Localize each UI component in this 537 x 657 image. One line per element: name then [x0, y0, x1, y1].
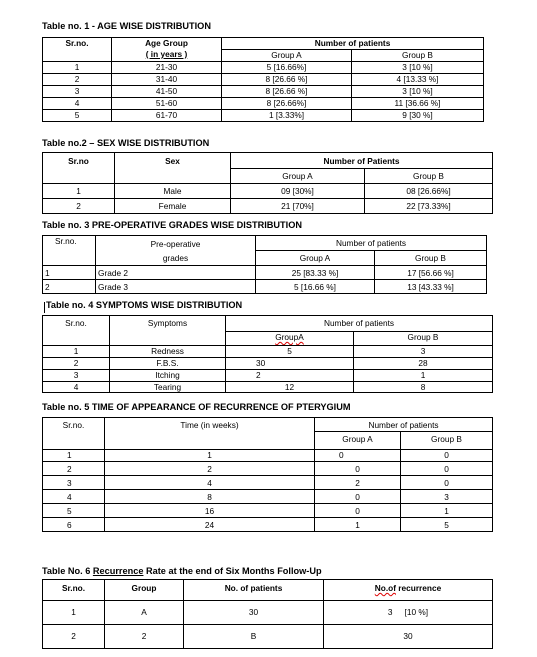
cell: Female	[115, 199, 231, 214]
table-2-header-sex: Sex	[115, 153, 231, 184]
cell: 3	[43, 476, 105, 490]
table-row	[43, 601, 493, 625]
table-1-caption: Table no. 1 - AGE WISE DISTRIBUTION	[42, 21, 211, 31]
cell: 2	[43, 358, 110, 370]
table-1	[42, 37, 484, 122]
table-row	[43, 62, 484, 74]
table-6-header-patients: No. of patients	[184, 580, 324, 601]
table-4-caption: Table no. 4 SYMPTOMS WISE DISTRIBUTION	[46, 300, 243, 310]
cell: 1	[43, 450, 105, 462]
cell: 9 [30 %]	[352, 110, 484, 122]
cell: 4	[43, 98, 112, 110]
cell: 28	[354, 358, 493, 370]
table-4-header-group-b: Group B	[354, 332, 493, 346]
cell: 0	[401, 450, 493, 462]
table-3-header-group-b: Group B	[375, 251, 487, 266]
table-row	[43, 98, 484, 110]
cell: 30	[184, 601, 324, 625]
table-6-header-srno: Sr.no.	[43, 580, 105, 601]
table-6-header-group: Group	[105, 580, 184, 601]
table-3-header-srno: Sr.no.	[43, 236, 96, 266]
table-1-header-number: Number of patients	[222, 38, 484, 50]
cell: 22 [73.33%]	[365, 199, 493, 214]
table-2-header-group-a: Group A	[231, 169, 365, 184]
cell: 11 [36.66 %]	[352, 98, 484, 110]
table-3-header-number: Number of patients	[256, 236, 487, 251]
cell: 4	[43, 382, 110, 393]
cell: 8 [26.66 %]	[222, 86, 352, 98]
cell: 5	[401, 518, 493, 532]
cell: 2	[43, 625, 105, 649]
cell: 3 [10 %]	[352, 62, 484, 74]
cell: 0	[315, 490, 401, 504]
cell: F.B.S.	[110, 358, 226, 370]
table-row	[43, 490, 493, 504]
cell: 3	[43, 86, 112, 98]
cell: 5	[43, 110, 112, 122]
cell: 21-30	[112, 62, 222, 74]
table-row	[43, 382, 493, 393]
table-5-header-group-b: Group B	[401, 432, 493, 450]
table-5-header-srno: Sr.no.	[43, 418, 105, 450]
cell: 0	[401, 476, 493, 490]
cell: 2	[105, 625, 184, 649]
table-row	[43, 518, 493, 532]
cell: 0	[315, 450, 401, 462]
table-5-header-time: Time (in weeks)	[105, 418, 315, 450]
cell: 2	[43, 462, 105, 476]
cell: 2	[315, 476, 401, 490]
cell: 1	[43, 62, 112, 74]
cell: 30	[324, 625, 493, 649]
table-1-header-group-a: Group A	[222, 50, 352, 62]
cell: 3 [10 %]	[324, 601, 493, 625]
cell: 30	[226, 358, 354, 370]
cell: B	[184, 625, 324, 649]
table-4-header-group-a: GroupA	[226, 332, 354, 346]
cell: 24	[105, 518, 315, 532]
cell: 1	[43, 601, 105, 625]
table-6-header-recurrence: No.of recurrence	[324, 580, 493, 601]
cell: 2	[43, 199, 115, 214]
cell: 1	[354, 370, 493, 382]
cell: 0	[401, 462, 493, 476]
cell: 17 [56.66 %]	[375, 266, 487, 280]
cell: 3	[401, 490, 493, 504]
table-row	[43, 74, 484, 86]
table-4-header-number: Number of patients	[226, 316, 493, 332]
cell: A	[105, 601, 184, 625]
table-row	[43, 86, 484, 98]
table-row	[43, 358, 493, 370]
table-row	[43, 184, 493, 199]
cell: 2	[105, 462, 315, 476]
cell: 51-60	[112, 98, 222, 110]
table-3-caption: Table no. 3 PRE-OPERATIVE GRADES WISE DISTRIBUTION	[42, 220, 302, 230]
table-2-caption: Table no.2 – SEX WISE DISTRIBUTION	[42, 138, 210, 148]
cell: 4 [13.33 %]	[352, 74, 484, 86]
cell: Redness	[110, 346, 226, 358]
cell: 1	[43, 346, 110, 358]
table-2-header-srno: Sr.no	[43, 153, 115, 184]
table-1-header-group-b: Group B	[352, 50, 484, 62]
cell: 0	[315, 504, 401, 518]
cell: 13 [43.33 %]	[375, 280, 487, 294]
cell: 8 [26.66 %]	[222, 74, 352, 86]
cell: 16	[105, 504, 315, 518]
cell: 08 [26.66%]	[365, 184, 493, 199]
table-row	[43, 370, 493, 382]
cell: 4	[43, 490, 105, 504]
cell: 12	[226, 382, 354, 393]
text-cursor	[44, 302, 45, 313]
cell: 1	[315, 518, 401, 532]
cell: Male	[115, 184, 231, 199]
table-row	[43, 462, 493, 476]
table-2-header-number: Number of Patients	[231, 153, 493, 169]
table-row	[43, 625, 493, 649]
cell: 8	[105, 490, 315, 504]
table-row	[43, 199, 493, 214]
cell: 5	[226, 346, 354, 358]
cell: 21 [70%]	[231, 199, 365, 214]
cell: 3	[354, 346, 493, 358]
cell: 1	[43, 184, 115, 199]
cell: 2	[43, 74, 112, 86]
cell: 8 [26.66%]	[222, 98, 352, 110]
table-5-caption: Table no. 5 TIME OF APPEARANCE OF RECURRENCE OF PTERYGIUM	[42, 402, 351, 412]
table-row	[43, 450, 493, 462]
cell: 1	[43, 266, 96, 280]
table-3-header-group-a: Group A	[256, 251, 375, 266]
table-3-header-grades: Pre-operative grades	[96, 236, 256, 266]
table-5-header-group-a: Group A	[315, 432, 401, 450]
table-4	[42, 315, 493, 393]
cell: 31-40	[112, 74, 222, 86]
cell: Grade 3	[96, 280, 256, 294]
table-6-caption: Table No. 6 Recurrence Rate at the end of Six Months Follow-Up	[42, 566, 322, 576]
cell: 1 [3.33%]	[222, 110, 352, 122]
table-5	[42, 417, 493, 532]
cell: 5	[43, 504, 105, 518]
table-5-header-number: Number of patients	[315, 418, 493, 432]
table-6	[42, 579, 493, 649]
cell: Grade 2	[96, 266, 256, 280]
table-row	[43, 476, 493, 490]
cell: 0	[315, 462, 401, 476]
cell: Itching	[110, 370, 226, 382]
table-4-header-srno: Sr.no.	[43, 316, 110, 346]
cell: 8	[354, 382, 493, 393]
cell: 2	[226, 370, 354, 382]
table-row	[43, 280, 487, 294]
table-row	[43, 504, 493, 518]
cell: 6	[43, 518, 105, 532]
table-1-header-srno: Sr.no.	[43, 38, 112, 62]
cell: 25 [83.33 %]	[256, 266, 375, 280]
cell: 5 [16.66%]	[222, 62, 352, 74]
table-2-header-group-b: Group B	[365, 169, 493, 184]
table-3	[42, 235, 487, 294]
cell: 41-50	[112, 86, 222, 98]
cell: 3 [10 %]	[352, 86, 484, 98]
cell: 3	[43, 370, 110, 382]
table-row	[43, 346, 493, 358]
cell: 61-70	[112, 110, 222, 122]
table-1-header-age: Age Group ( in years )	[112, 38, 222, 62]
cell: 1	[401, 504, 493, 518]
cell: 4	[105, 476, 315, 490]
cell: 1	[105, 450, 315, 462]
cell: 5 [16.66 %]	[256, 280, 375, 294]
table-row	[43, 266, 487, 280]
table-4-header-symptoms: Symptoms	[110, 316, 226, 346]
table-row	[43, 110, 484, 122]
table-2	[42, 152, 493, 214]
cell: 2	[43, 280, 96, 294]
cell: 09 [30%]	[231, 184, 365, 199]
cell: Tearing	[110, 382, 226, 393]
